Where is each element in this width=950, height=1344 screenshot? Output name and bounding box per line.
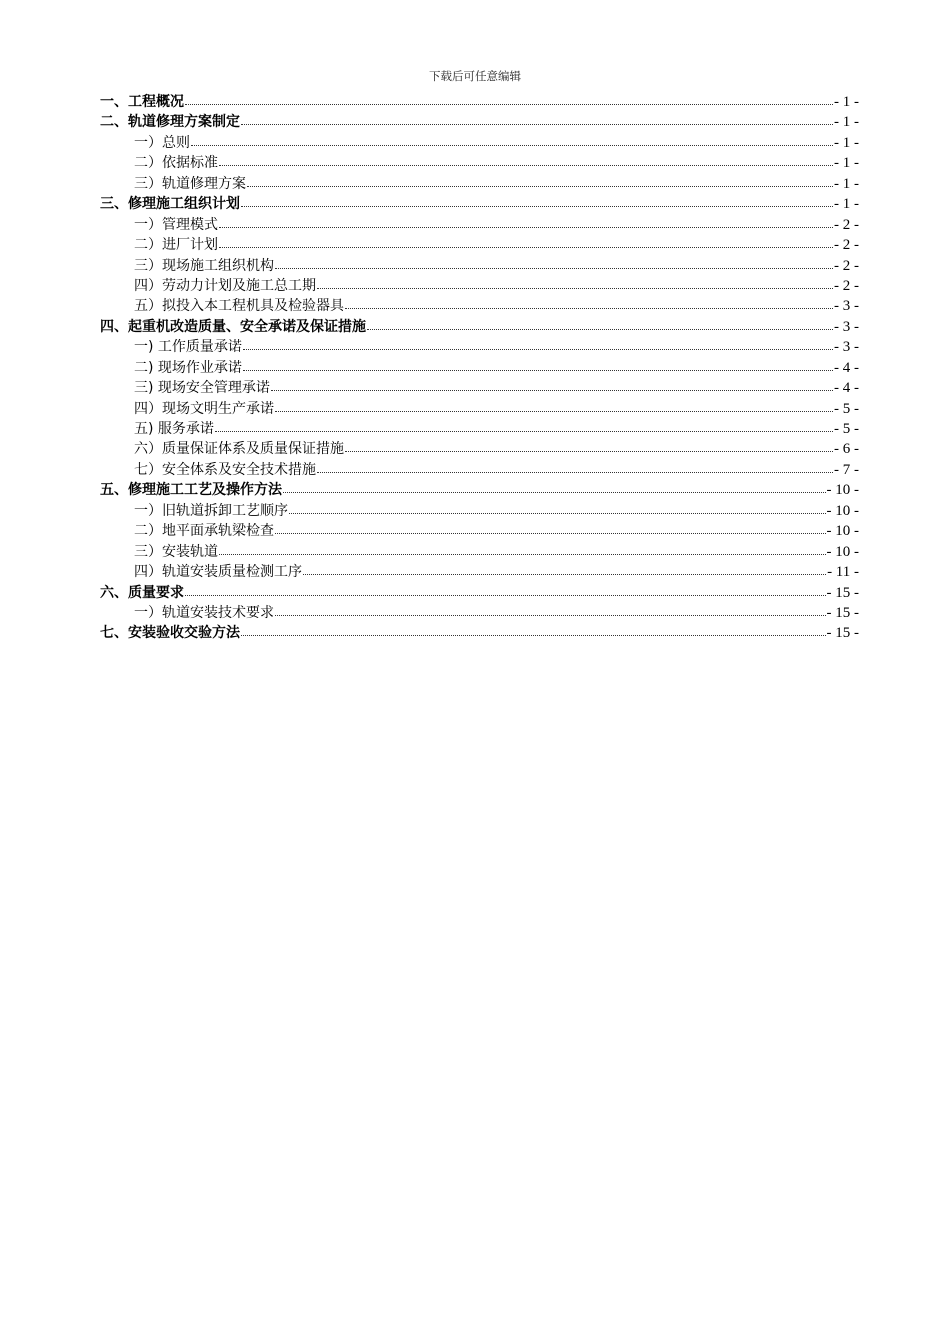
toc-entry-label: 一）旧轨道拆卸工艺顺序 [134,502,288,519]
toc-entry-label: 五）拟投入本工程机具及检验器具 [134,298,344,315]
toc-dot-leader [345,443,833,452]
toc-chapter-entry[interactable] [100,92,859,112]
toc-dot-leader [241,116,833,125]
toc-section-entry[interactable] [100,174,859,194]
toc-section-entry[interactable] [100,439,859,459]
toc-chapter-entry[interactable] [100,480,859,500]
toc-dot-leader [215,423,833,432]
toc-page-number: - 6 - [834,441,859,458]
toc-section-entry[interactable] [100,256,859,276]
toc-dot-leader [289,505,826,514]
toc-section-entry[interactable] [100,276,859,296]
toc-page-number: - 5 - [834,400,859,417]
toc-section-entry[interactable] [100,460,859,480]
toc-dot-leader [247,178,833,187]
toc-chapter-entry[interactable] [100,194,859,214]
toc-chapter-entry[interactable] [100,317,859,337]
toc-dot-leader [275,607,826,616]
toc-dot-leader [271,382,833,391]
toc-entry-label: 三）安装轨道 [134,543,218,560]
toc-section-entry[interactable] [100,337,859,357]
toc-page-number: - 10 - [826,482,859,499]
toc-entry-label: 六、质量要求 [100,584,184,601]
toc-page-number: - 1 - [834,155,859,172]
toc-section-entry[interactable] [100,603,859,623]
toc-page-number: - 15 - [826,625,859,642]
toc-page-number: - 15 - [826,604,859,621]
toc-entry-label: 七）安全体系及安全技术措施 [134,461,316,478]
toc-entry-label: 六）质量保证体系及质量保证措施 [134,441,344,458]
toc-entry-label: 二）进厂计划 [134,237,218,254]
toc-chapter-entry[interactable] [100,112,859,132]
toc-page-number: - 1 - [834,175,859,192]
toc-page-number: - 1 - [834,114,859,131]
toc-entry-label: 一）管理模式 [134,216,218,233]
toc-page-number: - 1 - [834,196,859,213]
toc-page-number: - 2 - [834,216,859,233]
toc-entry-label: 四）现场文明生产承诺 [134,400,274,417]
toc-dot-leader [241,627,826,636]
toc-entry-label: 五) 服务承诺 [134,421,214,437]
toc-entry-label: 四、起重机改造质量、安全承诺及保证措施 [100,318,366,335]
toc-dot-leader [283,484,826,493]
toc-section-entry[interactable] [100,562,859,582]
toc-page-number: - 2 - [834,277,859,294]
toc-page-number: - 2 - [834,257,859,274]
toc-entry-label: 三、修理施工组织计划 [100,196,240,213]
toc-entry-label: 一) 工作质量承诺 [134,339,242,356]
toc-page-number: - 10 - [826,502,859,519]
toc-page-number: - 1 - [834,94,859,110]
toc-entry-label: 一）总则 [134,134,190,151]
toc-entry-label: 三）轨道修理方案 [134,175,246,192]
toc-page-number: - 2 - [834,237,859,254]
toc-page-number: - 10 - [826,543,859,560]
toc-section-entry[interactable] [100,235,859,255]
page-header-note: 下载后可任意编辑 [429,69,521,83]
toc-dot-leader [219,157,833,166]
toc-section-entry[interactable] [100,521,859,541]
toc-entry-label: 一、工程概况 [100,94,184,110]
table-of-contents [100,92,859,644]
toc-page-number: - 15 - [826,584,859,601]
toc-entry-label: 二）地平面承轨梁检查 [134,523,274,540]
toc-page-number: - 10 - [826,523,859,540]
toc-dot-leader [241,198,833,207]
toc-dot-leader [185,96,833,105]
toc-entry-label: 一）轨道安装技术要求 [134,604,274,621]
toc-page-number: - 3 - [834,339,859,356]
toc-dot-leader [219,219,833,228]
toc-dot-leader [275,260,833,269]
toc-entry-label: 二) 现场作业承诺 [134,359,242,376]
toc-entry-label: 七、安装验收交验方法 [100,625,240,642]
toc-entry-label: 四）劳动力计划及施工总工期 [134,277,316,294]
toc-section-entry[interactable] [100,419,859,439]
toc-section-entry[interactable] [100,358,859,378]
toc-page-number: - 1 - [834,134,859,151]
toc-section-entry[interactable] [100,153,859,173]
toc-dot-leader [317,464,833,473]
toc-section-entry[interactable] [100,542,859,562]
toc-entry-label: 四）轨道安装质量检测工序 [134,564,302,581]
toc-dot-leader [317,280,833,289]
toc-page-number: - 4 - [834,380,859,397]
toc-dot-leader [275,525,826,534]
toc-entry-label: 三) 现场安全管理承诺 [134,380,270,397]
toc-page-number: - 3 - [834,298,859,315]
toc-section-entry[interactable] [100,133,859,153]
toc-page-number: - 4 - [834,359,859,376]
toc-dot-leader [219,239,833,248]
toc-section-entry[interactable] [100,215,859,235]
toc-dot-leader [275,403,833,412]
toc-entry-label: 三）现场施工组织机构 [134,257,274,274]
toc-section-entry[interactable] [100,399,859,419]
toc-dot-leader [185,587,826,596]
toc-dot-leader [243,362,833,371]
toc-entry-label: 二）依据标准 [134,155,218,172]
toc-dot-leader [303,566,826,575]
toc-dot-leader [219,546,826,555]
toc-chapter-entry[interactable] [100,623,859,643]
toc-page-number: - 3 - [834,318,859,335]
toc-page-number: - 11 - [827,564,859,581]
toc-chapter-entry[interactable] [100,583,859,603]
toc-section-entry[interactable] [100,501,859,521]
toc-entry-label: 二、轨道修理方案制定 [100,114,240,131]
toc-section-entry[interactable] [100,378,859,398]
toc-page-number: - 5 - [834,421,859,437]
toc-dot-leader [243,341,833,350]
toc-section-entry[interactable] [100,296,859,316]
toc-page-number: - 7 - [834,461,859,478]
toc-dot-leader [367,321,833,330]
toc-dot-leader [191,137,833,146]
toc-entry-label: 五、修理施工工艺及操作方法 [100,482,282,499]
toc-dot-leader [345,300,833,309]
